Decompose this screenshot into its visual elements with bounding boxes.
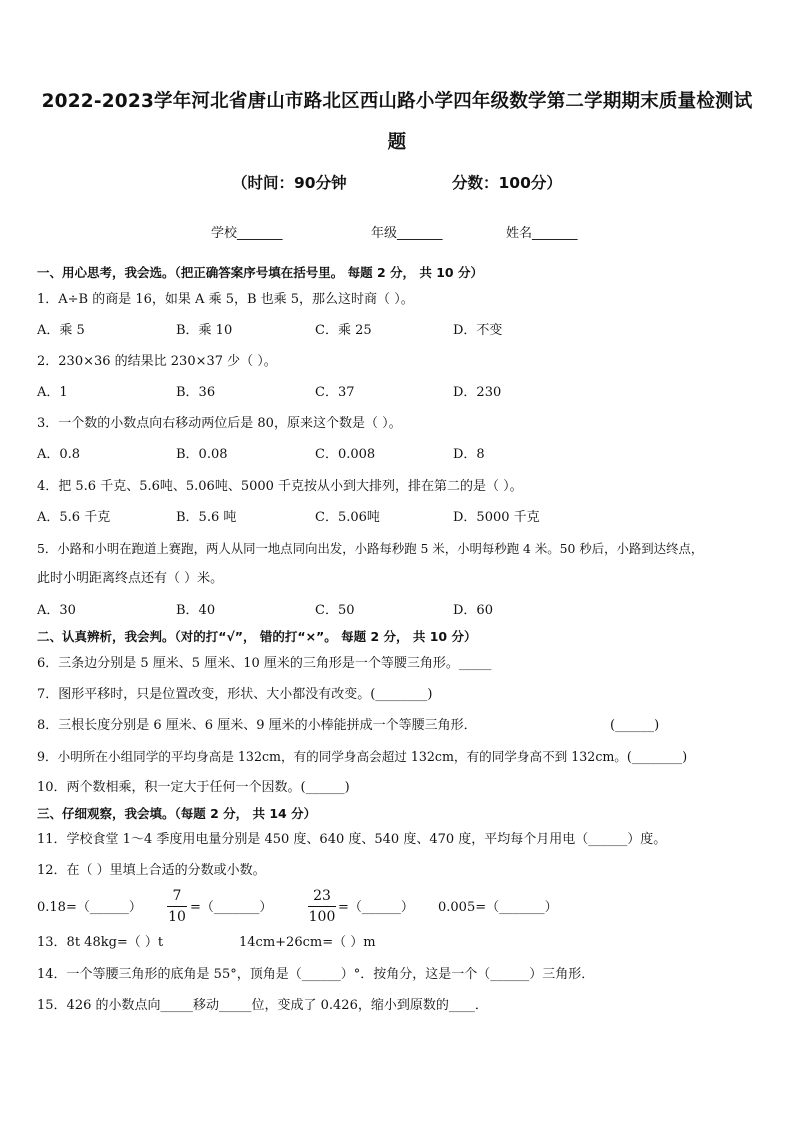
section-1-header: 一、用心思考，我会选。（把正确答案序号填在括号里。 每题 2 分， 共 10 分） [37,265,483,280]
q12-fraction-2-numerator: 23 [313,888,331,904]
q1-option-a: A．乘 5 [37,323,85,338]
question-8-answer-blank: (______) [610,718,660,733]
question-11: 11．学校食堂 1～4 季度用电量分别是 450 度、640 度、540 度、470 度，平均每个月用电（______）度。 [37,832,667,847]
q3-option-a: A．0.8 [37,447,81,462]
q3-option-b: B．0.08 [176,447,228,462]
q12-fraction-1-numerator: 7 [172,888,182,904]
question-10: 10．两个数相乘，积一定大于任何一个因数。(______) [37,780,350,795]
exam-title-continued: 题 [387,132,407,153]
question-6: 6．三条边分别是 5 厘米、5 厘米、10 厘米的三角形是一个等腰三角形。_____ [37,656,492,671]
q12-fraction-2 [308,887,336,926]
question-13-part-a: 13．8t 48kg=（ ）t [37,935,164,950]
exam-title: 2022-2023学年河北省唐山市路北区西山路小学四年级数学第二学期期末质量检测试 [41,91,753,112]
q2-option-a: A．1 [37,385,68,400]
q4-option-c: C．5.06吨 [315,510,380,525]
question-7: 7．图形平移时，只是位置改变，形状、大小都没有改变。(________) [37,687,433,702]
section-2-header: 二、认真辨析，我会判。（对的打“√”， 错的打“×”。 每题 2 分， 共 10 分） [37,629,477,644]
question-2: 2．230×36 的结果比 230×37 少（ ）。 [37,354,277,369]
question-8: 8．三根长度分别是 6 厘米、6 厘米、9 厘米的小棒能拼成一个等腰三角形． [37,718,477,733]
school-field: 学校_______ [211,226,283,241]
q5-option-d: D．60 [453,603,493,618]
section-3-header: 三、仔细观察，我会填。（每题 2 分， 共 14 分） [37,806,317,821]
q5-option-c: C．50 [315,603,355,618]
q4-option-b: B．5.6 吨 [176,510,237,525]
q4-option-a: A．5.6 千克 [37,510,111,525]
q12-part-a: 0.18=（______） [37,900,142,915]
q2-option-c: C．37 [315,385,355,400]
q1-option-d: D．不变 [453,323,503,338]
fraction-bar [308,906,336,907]
q12-fraction-1-denominator: 10 [168,909,186,925]
question-5-continued: 此时小明距离终点还有（ ）米。 [37,571,224,586]
q3-option-d: D．8 [453,447,485,462]
question-5: 5．小路和小明在跑道上赛跑，两人从同一地点同向出发，小路每秒跑 5 米，小明每秒跑 4 米。50 秒后，小路到达终点， [37,541,704,556]
q5-option-b: B．40 [176,603,216,618]
time-limit: （时间：90分钟 [232,174,347,192]
question-1: 1．A÷B 的商是 16，如果 A 乘 5，B 也乘 5，那么这时商（ ）。 [37,292,414,307]
question-12: 12．在（ ）里填上合适的分数或小数。 [37,863,266,878]
q2-option-d: D．230 [453,385,502,400]
q12-fraction-1 [167,887,187,926]
q12-part-b: =（_______） [190,900,273,915]
question-14: 14．一个等腰三角形的底角是 55°，顶角是（______）°．按角分，这是一个（______）三角形． [37,967,595,982]
question-15: 15．426 的小数点向_____移动_____位，变成了 0.426，缩小到原数的____． [37,998,488,1013]
question-3: 3．一个数的小数点向右移动两位后是 80，原来这个数是（ ）。 [37,416,402,431]
grade-field: 年级_______ [371,226,443,241]
question-9: 9．小明所在小组同学的平均身高是 132cm，有的同学身高会超过 132cm，有的同学身高不到 132cm。(________) [37,749,688,764]
fraction-bar [167,906,187,907]
q3-option-c: C．0.008 [315,447,376,462]
name-field: 姓名_______ [506,226,578,241]
q4-option-d: D．5000 千克 [453,510,540,525]
q5-option-a: A．30 [37,603,76,618]
q12-part-d: 0.005=（_______） [438,900,558,915]
question-13-part-b: 14cm+26cm=（ ）m [239,935,376,950]
q2-option-b: B．36 [176,385,216,400]
q1-option-c: C．乘 25 [315,323,372,338]
q1-option-b: B．乘 10 [176,323,233,338]
q12-fraction-2-denominator: 100 [308,909,336,925]
q12-part-c: =（______） [338,900,414,915]
question-4: 4．把 5.6 千克、5.6吨、5.06吨、5000 千克按从小到大排列，排在第二的是（ ）。 [37,479,523,494]
total-score: 分数：100分） [452,174,562,192]
